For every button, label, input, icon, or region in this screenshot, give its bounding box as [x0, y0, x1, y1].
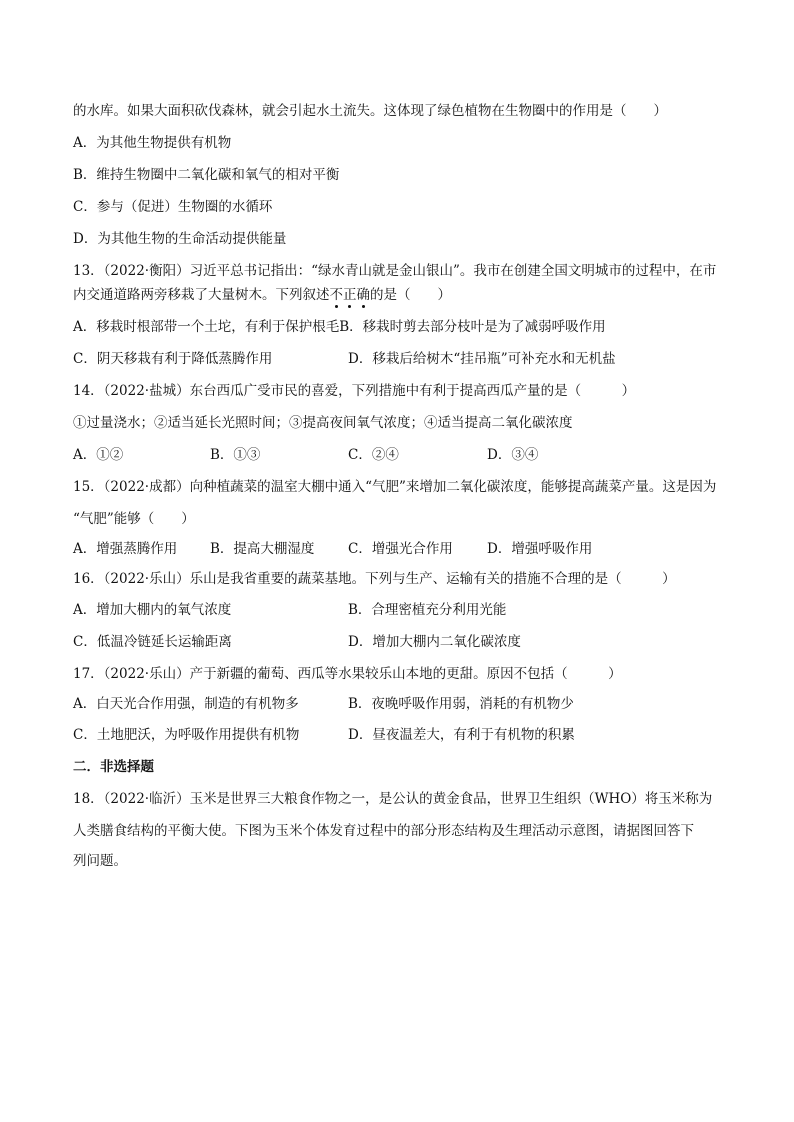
question-18-stem-line-3: 列问题。 [73, 853, 127, 869]
question-16-stem: 16．（2022·乐山）乐山是我省重要的蔬菜基地。下列与生产、运输有关的措施不合理的是（ ） [73, 571, 676, 587]
question-15-option-c: C．增强光合作用 [348, 541, 453, 557]
question-17-option-b: B．夜晚呼吸作用弱，消耗的有机物少 [348, 696, 574, 712]
emphasis-char-correct-1: 正 [343, 287, 357, 303]
question-16-option-d: D．增加大棚内二氧化碳浓度 [348, 634, 521, 650]
section-title-non-choice: 二．非选择题 [73, 759, 154, 775]
question-12-option-a: A．为其他生物提供有机物 [73, 135, 232, 151]
question-16-option-c: C．低温冷链延长运输距离 [73, 634, 232, 650]
question-18-stem-line-2: 人类膳食结构的平衡大使。下图为玉米个体发育过程中的部分形态结构及生理活动示意图，请据图回答下 [73, 823, 694, 839]
question-15-option-d: D．增强呼吸作用 [487, 541, 593, 557]
question-13-option-d: D．移栽后给树木“挂吊瓶”可补充水和无机盐 [348, 351, 616, 367]
question-12-option-c: C．参与（促进）生物圈的水循环 [73, 199, 273, 215]
question-12-continuation: 的水库。如果大面积砍伐森林，就会引起水土流失。这体现了绿色植物在生物圈中的作用是（ ） [73, 103, 667, 119]
question-16-option-a: A．增加大棚内的氧气浓度 [73, 602, 232, 618]
question-14-option-a: A．①② [73, 447, 124, 463]
question-16-option-b: B．合理密植充分利用光能 [348, 602, 507, 618]
question-17-stem: 17．（2022·乐山）产于新疆的葡萄、西瓜等水果较乐山本地的更甜。原因不包括（ ） [73, 666, 622, 682]
emphasis-char-correct-2: 确 [356, 287, 370, 303]
emphasis-char-not: 不 [329, 287, 343, 303]
question-14-stem-line-2: ①过量浇水；②适当延长光照时间；③提高夜间氧气浓度；④适当提高二氧化碳浓度 [73, 415, 573, 431]
question-14-option-d: D．③④ [487, 447, 539, 463]
question-13-stem-text: 内交通道路两旁移栽了大量树木。下列叙述 [73, 287, 330, 303]
question-15-stem-line-1: 15．（2022·成都）向种植蔬菜的温室大棚中通入“气肥”来增加二氧化碳浓度，能够提高蔬菜产量。这是因为 [73, 479, 717, 495]
question-17-option-c: C．土地肥沃，为呼吸作用提供有机物 [73, 727, 300, 743]
question-14-option-c: C．②④ [348, 447, 399, 463]
question-17-option-a: A．白天光合作用强，制造的有机物多 [73, 696, 299, 712]
question-14-option-b: B．①③ [210, 447, 261, 463]
question-13-options-ab: A．移栽时根部带一个土坨，有利于保护根毛B．移栽时剪去部分枝叶是为了减弱呼吸作用 [73, 319, 606, 335]
question-15-option-a: A．增强蒸腾作用 [73, 541, 178, 557]
question-18-stem-line-1: 18．（2022·临沂）玉米是世界三大粮食作物之一，是公认的黄金食品，世界卫生组织（WHO）将玉米称为 [73, 791, 713, 807]
question-13-stem-line-2 [73, 285, 451, 305]
question-17-option-d: D．昼夜温差大，有利于有机物的积累 [348, 727, 575, 743]
question-12-option-d: D．为其他生物的生命活动提供能量 [73, 231, 287, 247]
question-15-stem-line-2: “气肥”能够（ ） [73, 511, 195, 527]
question-12-option-b: B．维持生物圈中二氧化碳和氧气的相对平衡 [73, 167, 340, 183]
question-13-stem-line-1: 13．（2022·衡阳）习近平总书记指出：“绿水青山就是金山银山”。我市在创建全国文明城市的过程中，在市 [73, 263, 717, 279]
question-13-stem-tail: 的是（ ） [370, 287, 451, 303]
question-15-option-b: B．提高大棚湿度 [210, 541, 315, 557]
question-13-option-c: C．阴天移栽有利于降低蒸腾作用 [73, 351, 273, 367]
question-14-stem-line-1: 14．（2022·盐城）东台西瓜广受市民的喜爱，下列措施中有利于提高西瓜产量的是（ ） [73, 383, 636, 399]
